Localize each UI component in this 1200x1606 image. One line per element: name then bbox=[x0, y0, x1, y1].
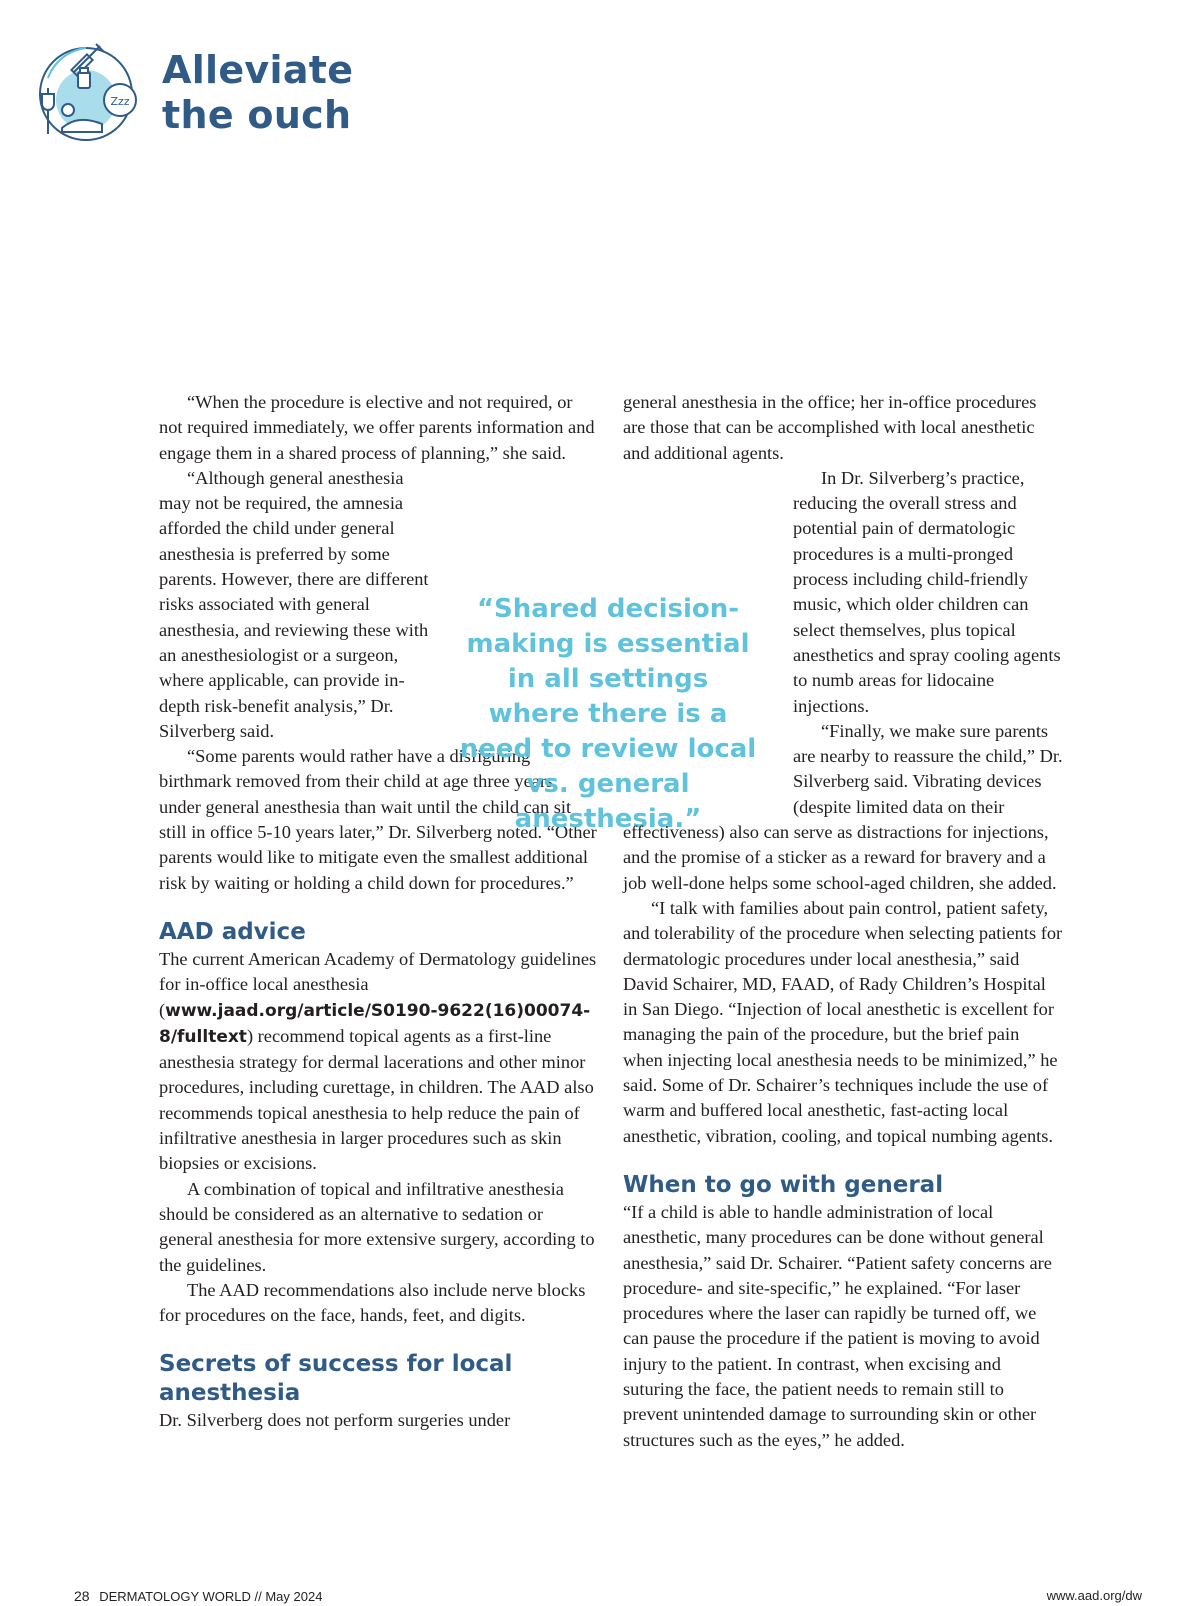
page-title bbox=[162, 48, 353, 138]
publication-name: DERMATOLOGY WORLD // May 2024 bbox=[99, 1589, 323, 1604]
paragraph: The AAD recommendations also include nerve blocks for procedures on the face, hands, feet, and digits. bbox=[159, 1279, 586, 1326]
paragraph-text: The current American Academy of Dermatology guidelines for in-office local anesthesia ( bbox=[159, 948, 597, 1020]
page-number: 28 bbox=[74, 1588, 90, 1604]
paragraph: “I talk with families about pain control, patient safety, and tolerability of the procedure when selecting patients for dermatologic procedures under local anesthesia,” said David Schairer, MD, FAAD, of Rady Children’s Hospital in San Diego. “Injection of local anesthetic is excellent for managing the pain of the procedure, but the brief pain when injecting local anesthesia needs to be minimized,” he said. Some of Dr. Schairer’s techniques include the use of warm and buffered local anesthetic, fast-acting local anesthetic, vibration, cooling, and topical numbing agents. bbox=[623, 897, 1063, 1146]
section-heading-aad-advice: AAD advice bbox=[159, 918, 306, 945]
paragraph: “Finally, we make sure parents are nearby to reassure the child,” Dr. Silverberg said. Vibrating devices (despite limited data on their effectiveness) also can serve as distractions for injections, and the promise of a sticker as a reward for bravery and a job well-done helps some school-aged children, she added. bbox=[623, 720, 1063, 893]
right-column bbox=[623, 390, 1063, 1453]
paragraph: “Although general anesthesia may not be required, the amnesia afforded the child under general anesthesia is preferred by some parents. However, there are different risks associated with general anesthesia, and reviewing these with an anesthesiologist or a surgeon, where applicable, can provide in-depth risk-benefit analysis,” Dr. Silverberg said. bbox=[159, 467, 429, 741]
section-heading-secrets: Secrets of success for local anesthesia bbox=[159, 1351, 513, 1407]
paragraph: In Dr. Silverberg’s practice, reducing the overall stress and potential pain of dermatologic procedures is a multi-pronged process including child-friendly music, which older children can select themselves, plus topical anesthetics and spray cooling agents to numb areas for lidocaine injections. bbox=[793, 467, 1061, 716]
left-column bbox=[159, 390, 599, 1434]
title-line-1: Alleviate bbox=[162, 48, 354, 92]
paragraph: “If a child is able to handle administration of local anesthetic, many procedures can be done without general anesthesia,” said Dr. Schairer. “Patient safety concerns are procedure- and site-specific,” he explained. “For laser procedures where the laser can rapidly be turned off, we can pause the procedure if the patient is moving to avoid injury to the patient. In contrast, when excising and suturing the face, the patient needs to remain still to prevent unintended damage to surrounding skin or other structures such as the eyes,” he added. bbox=[623, 1201, 1052, 1450]
paragraph: general anesthesia in the office; her in-office procedures are those that can be accomplished with local anesthetic and additional agents. bbox=[623, 392, 1037, 463]
pull-quote: “Shared decision-making is essential in all settings where there is a need to review local vs. general anesthesia.” bbox=[459, 594, 757, 834]
title-line-2: the ouch bbox=[162, 93, 352, 137]
guidelines-link[interactable]: www.jaad.org/article/S0190-9622(16)00074-8/fulltext bbox=[159, 1000, 591, 1047]
section-heading-general: When to go with general bbox=[623, 1171, 944, 1198]
paragraph: A combination of topical and infiltrative anesthesia should be considered as an alternative to sedation or general anesthesia for more extensive surgery, according to the guidelines. bbox=[159, 1178, 595, 1275]
paragraph: “Some parents would rather have a disfiguring birthmark removed from their child at age three years under general anesthesia than wait until the child can sit still in office 5-10 years later,” Dr. Silverberg noted. “Other parents would like to mitigate even the smallest additional risk by waiting or holding a child down for procedures.” bbox=[159, 746, 597, 893]
paragraph bbox=[159, 947, 599, 1177]
pull-quote-spacer bbox=[623, 563, 793, 815]
pull-quote-spacer-top bbox=[623, 466, 793, 563]
paragraph: “When the procedure is elective and not required, or not required immediately, we offer parents information and engage them in a shared process of planning,” she said. bbox=[159, 392, 595, 463]
page-footer bbox=[74, 1588, 322, 1604]
paragraph-text: ) recommend topical agents as a first-line anesthesia strategy for dermal lacerations and other minor procedures, including curettage, in children. The AAD also recommends topical anesthesia to help reduce the pain of infiltrative anesthesia in larger procedures such as skin biopsies or excisions. bbox=[159, 1025, 594, 1174]
anesthesia-sleep-icon bbox=[34, 38, 144, 148]
footer-url[interactable]: www.aad.org/dw bbox=[1046, 1588, 1142, 1603]
svg-text:Zzz: Zzz bbox=[110, 95, 130, 108]
paragraph: Dr. Silverberg does not perform surgeries under bbox=[159, 1410, 511, 1431]
